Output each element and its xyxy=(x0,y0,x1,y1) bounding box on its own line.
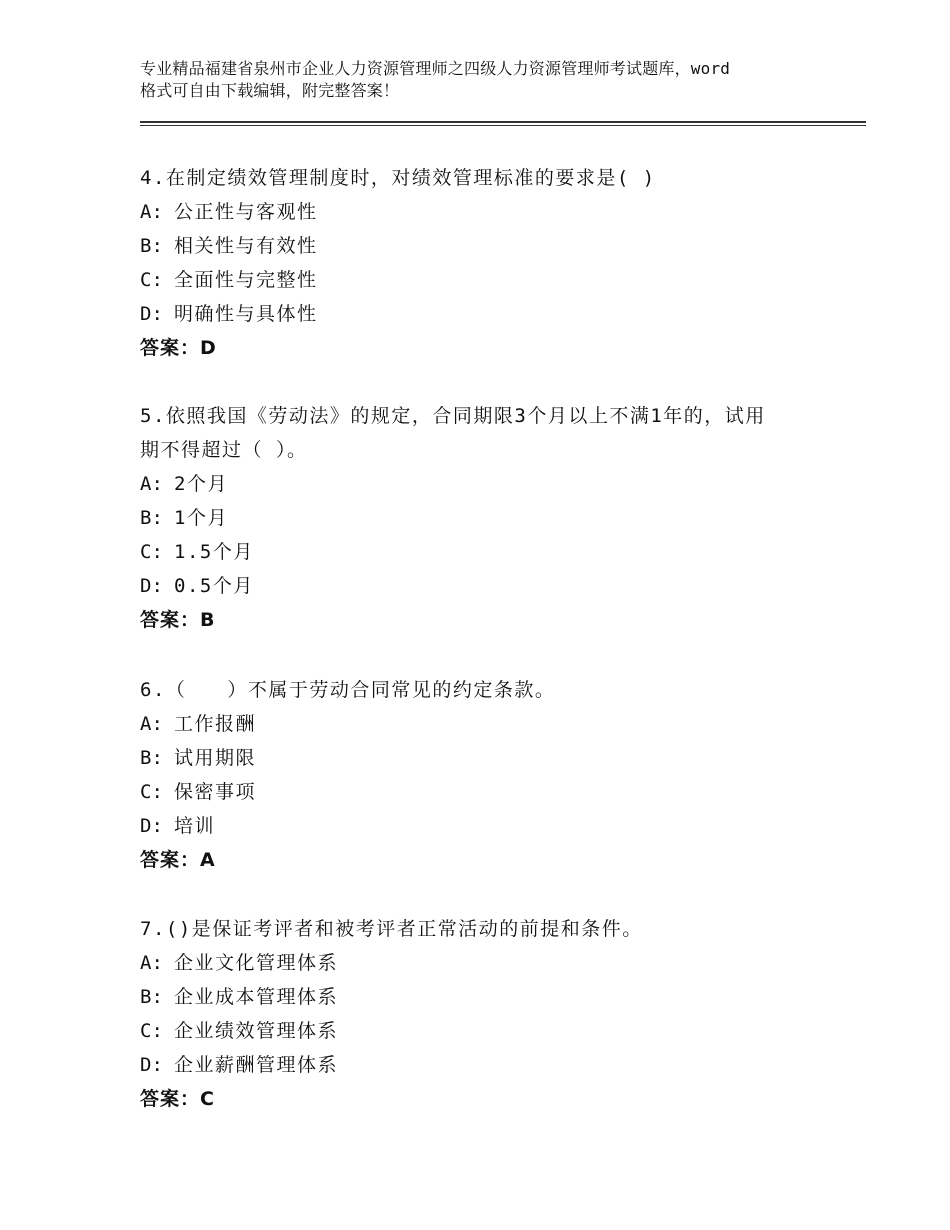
option-key: D: xyxy=(140,1054,163,1076)
option-text: 公正性与客观性 xyxy=(174,201,318,223)
option-text: 工作报酬 xyxy=(174,713,257,735)
option-key: B: xyxy=(140,986,163,1008)
option-a xyxy=(140,467,820,501)
option-text: 企业薪酬管理体系 xyxy=(174,1054,339,1076)
header-line-2: 格式可自由下载编辑，附完整答案！ xyxy=(140,81,400,100)
question-6 xyxy=(140,673,820,877)
option-key: C: xyxy=(140,1020,163,1042)
option-text: 企业成本管理体系 xyxy=(174,986,339,1008)
question-title: 4.在制定绩效管理制度时，对绩效管理标准的要求是( ) xyxy=(140,167,656,189)
answer-label: 答案： xyxy=(140,337,201,359)
option-text: 试用期限 xyxy=(174,747,257,769)
option-key: A: xyxy=(140,201,163,223)
option-text: 0.5个月 xyxy=(174,575,254,597)
option-text: 1.5个月 xyxy=(174,541,254,563)
answer-value: A xyxy=(200,849,215,871)
option-key: B: xyxy=(140,235,163,257)
option-d xyxy=(140,297,820,331)
option-key: A: xyxy=(140,952,163,974)
header-line-1: 专业精品福建省泉州市企业人力资源管理师之四级人力资源管理师考试题库，word xyxy=(140,59,731,78)
document-header xyxy=(140,58,840,102)
question-title: 6.（ ）不属于劳动合同常见的约定条款。 xyxy=(140,679,556,701)
option-c xyxy=(140,1014,820,1048)
option-key: B: xyxy=(140,507,163,529)
answer-line xyxy=(140,603,820,637)
option-b xyxy=(140,501,820,535)
option-key: C: xyxy=(140,269,163,291)
answer-line xyxy=(140,843,820,877)
answer-label: 答案： xyxy=(140,609,201,631)
option-a xyxy=(140,195,820,229)
option-text: 明确性与具体性 xyxy=(174,303,318,325)
option-c xyxy=(140,775,820,809)
option-d xyxy=(140,1048,820,1082)
option-text: 企业绩效管理体系 xyxy=(174,1020,339,1042)
option-key: C: xyxy=(140,781,163,803)
answer-value: D xyxy=(200,337,216,359)
option-key: C: xyxy=(140,541,163,563)
question-5 xyxy=(140,399,820,637)
option-text: 2个月 xyxy=(174,473,228,495)
option-text: 1个月 xyxy=(174,507,228,529)
option-key: D: xyxy=(140,303,163,325)
option-d xyxy=(140,809,820,843)
answer-line xyxy=(140,1082,820,1116)
option-b xyxy=(140,741,820,775)
question-title-continued: 期不得超过（ ）。 xyxy=(140,439,308,461)
option-b xyxy=(140,229,820,263)
option-text: 相关性与有效性 xyxy=(174,235,318,257)
question-4 xyxy=(140,161,820,365)
option-key: A: xyxy=(140,713,163,735)
option-key: D: xyxy=(140,575,163,597)
option-text: 保密事项 xyxy=(174,781,257,803)
header-divider-thick xyxy=(140,121,866,123)
option-c xyxy=(140,263,820,297)
option-a xyxy=(140,946,820,980)
answer-label: 答案： xyxy=(140,849,201,871)
answer-label: 答案： xyxy=(140,1088,201,1110)
question-7 xyxy=(140,912,820,1116)
answer-value: C xyxy=(200,1088,214,1110)
option-key: B: xyxy=(140,747,163,769)
option-text: 培训 xyxy=(174,815,216,837)
option-text: 全面性与完整性 xyxy=(174,269,318,291)
answer-line xyxy=(140,331,820,365)
option-key: A: xyxy=(140,473,163,495)
answer-value: B xyxy=(200,609,215,631)
option-a xyxy=(140,707,820,741)
header-divider-thin xyxy=(140,125,866,126)
option-c xyxy=(140,535,820,569)
option-text: 企业文化管理体系 xyxy=(174,952,339,974)
option-b xyxy=(140,980,820,1014)
question-title: 7.()是保证考评者和被考评者正常活动的前提和条件。 xyxy=(140,918,643,940)
question-title: 5.依照我国《劳动法》的规定，合同期限3个月以上不满1年的，试用 xyxy=(140,405,766,427)
option-key: D: xyxy=(140,815,163,837)
option-d xyxy=(140,569,820,603)
